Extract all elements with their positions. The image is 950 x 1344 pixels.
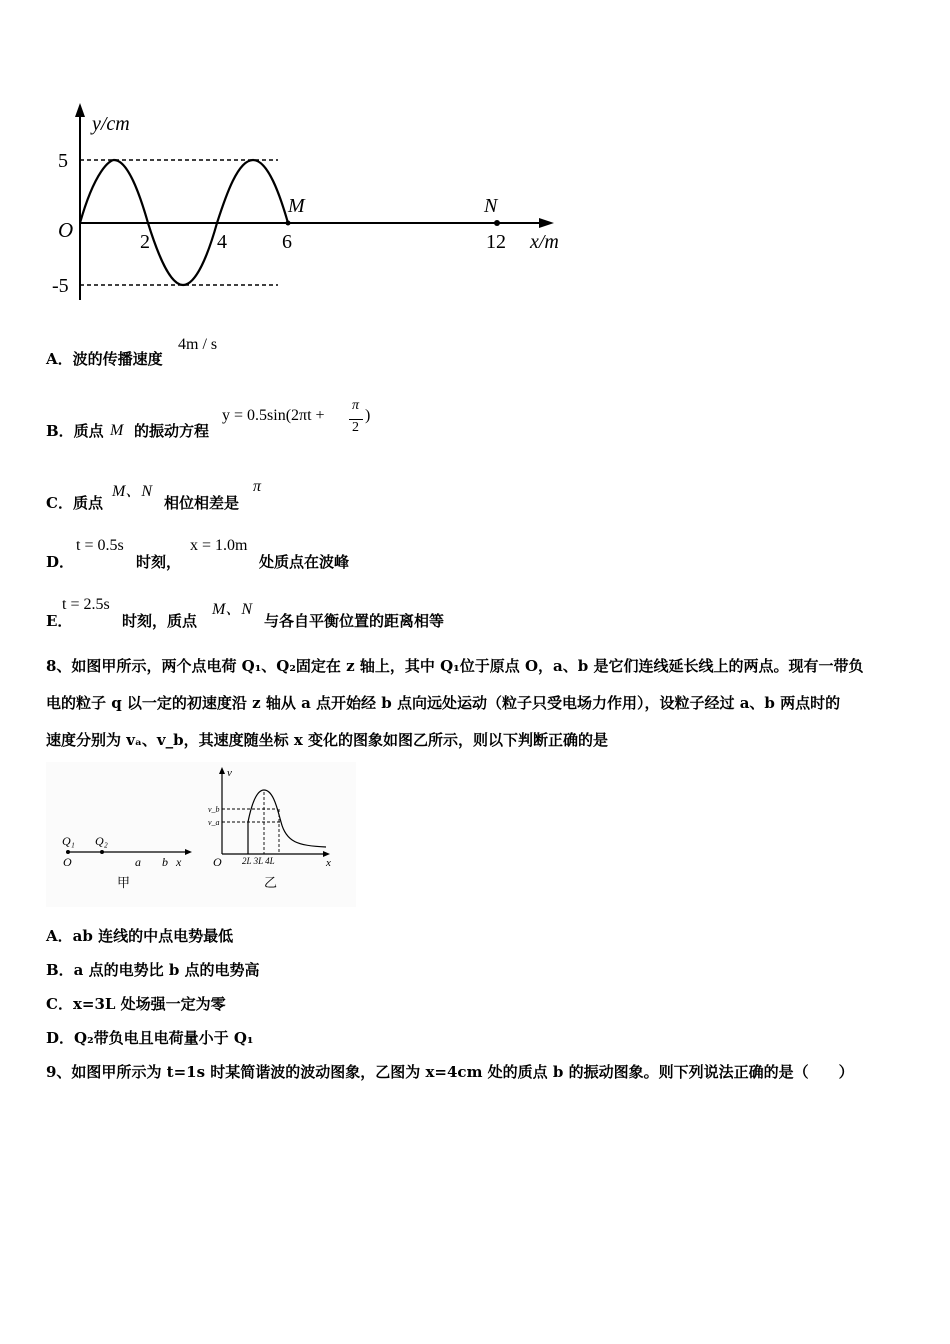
option-7b-mid: 的振动方程: [134, 422, 210, 440]
option-7d-math1: t = 0.5s: [76, 537, 124, 554]
option-8c: C．x=3L 处场强一定为零: [46, 995, 226, 1013]
option-7e-math2: M、N: [212, 601, 253, 618]
option-8d: D．Q₂带负电且电荷量小于 Q₁: [46, 1029, 254, 1047]
point-n-label: N: [484, 195, 498, 217]
option-7b-frac-den: 2: [352, 420, 359, 435]
option-7e-tail: 与各自平衡位置的距离相等: [264, 612, 445, 630]
origin-label: O: [58, 218, 74, 242]
option-7c-tail: π: [253, 478, 262, 495]
point-m-label: M: [288, 195, 305, 217]
y-axis-arrow: [75, 103, 85, 117]
option-7b-var: M: [110, 422, 124, 439]
option-8a: A．ab 连线的中点电势最低: [46, 927, 234, 945]
y-axis-label: y/cm: [92, 113, 130, 135]
yi-x: x: [326, 857, 331, 869]
yi-v: v: [227, 767, 232, 779]
option-7c-mid: 相位相差是: [164, 494, 240, 512]
jia-a: a: [135, 855, 141, 869]
question-8-line-2: 电的粒子 q 以一定的初速度沿 z 轴从 a 点开始经 b 点向远处运动（粒子只受电场力作用），设粒子经过 a、b 两点时的: [46, 694, 841, 712]
figure-background: [46, 762, 356, 907]
option-8b: B．a 点的电势比 b 点的电势高: [46, 961, 260, 979]
point-n-dot: [494, 220, 500, 226]
option-7e-mid: 时刻，质点: [122, 612, 198, 630]
yi-ticks: 2L 3L 4L: [242, 856, 275, 866]
yi-vb: v_b: [208, 805, 220, 814]
point-m-dot: [286, 221, 291, 226]
option-7b: [46, 420, 104, 441]
option-7b-close: ): [365, 407, 371, 424]
option-7d-label: D．: [46, 553, 75, 571]
y-tick-neg5: -5: [52, 275, 69, 297]
jia-q2: Q₂: [95, 834, 108, 848]
y-tick-5: 5: [58, 150, 68, 172]
jia-q1: Q₁: [62, 834, 75, 848]
option-7c-label: C．质点: [46, 494, 103, 512]
question-8-line-1: 8、如图甲所示，两个点电荷 Q₁、Q₂固定在 z 轴上，其中 Q₁位于原点 O，a、b 是它们连线延长线上的两点。现有一带负: [46, 657, 864, 675]
option-7d-math2: x = 1.0m: [190, 537, 248, 554]
wave-graph: [40, 95, 580, 320]
x-tick-4: 4: [217, 231, 227, 253]
jia-q2-dot: [100, 850, 104, 854]
option-7d: [46, 551, 74, 572]
option-7a-math: 4m / s: [178, 336, 218, 353]
yi-caption: 乙: [264, 875, 278, 890]
q8-figures: [46, 762, 356, 907]
x-tick-12: 12: [486, 231, 506, 253]
yi-va: v_a: [208, 818, 220, 827]
jia-b: b: [162, 855, 168, 869]
jia-x: x: [176, 855, 182, 869]
jia-caption: 甲: [117, 875, 131, 890]
question-8-line-3: 速度分别为 vₐ、v_b，其速度随坐标 x 变化的图象如图乙所示，则以下判断正确的是: [46, 731, 609, 749]
option-7a-label: A．波的传播速度: [46, 350, 163, 368]
option-7e-math1: t = 2.5s: [62, 596, 110, 613]
option-7c: [46, 492, 103, 513]
option-7b-frac-num: π: [352, 398, 360, 413]
x-tick-2: 2: [140, 231, 150, 253]
option-7b-label: B．质点: [46, 422, 104, 440]
x-axis-arrow: [539, 218, 554, 228]
option-7b-eq-main: y = 0.5sin(2πt +: [222, 407, 325, 424]
question-9: 9、如图甲所示为 t=1s 时某简谐波的波动图象，乙图为 x=4cm 处的质点 b 的振动图象。则下列说法正确的是（ ）: [46, 1063, 854, 1081]
yi-o: O: [213, 855, 222, 869]
jia-o: O: [63, 855, 72, 869]
x-axis-label: x/m: [530, 231, 559, 253]
option-7a: [46, 348, 163, 369]
option-7e-label: E．: [46, 612, 73, 630]
jia-q1-dot: [66, 850, 70, 854]
option-7c-math: M、N: [112, 483, 153, 500]
option-7d-tail: 处质点在波峰: [259, 553, 350, 571]
option-7d-mid: 时刻，: [136, 553, 182, 571]
x-tick-6: 6: [282, 231, 292, 253]
